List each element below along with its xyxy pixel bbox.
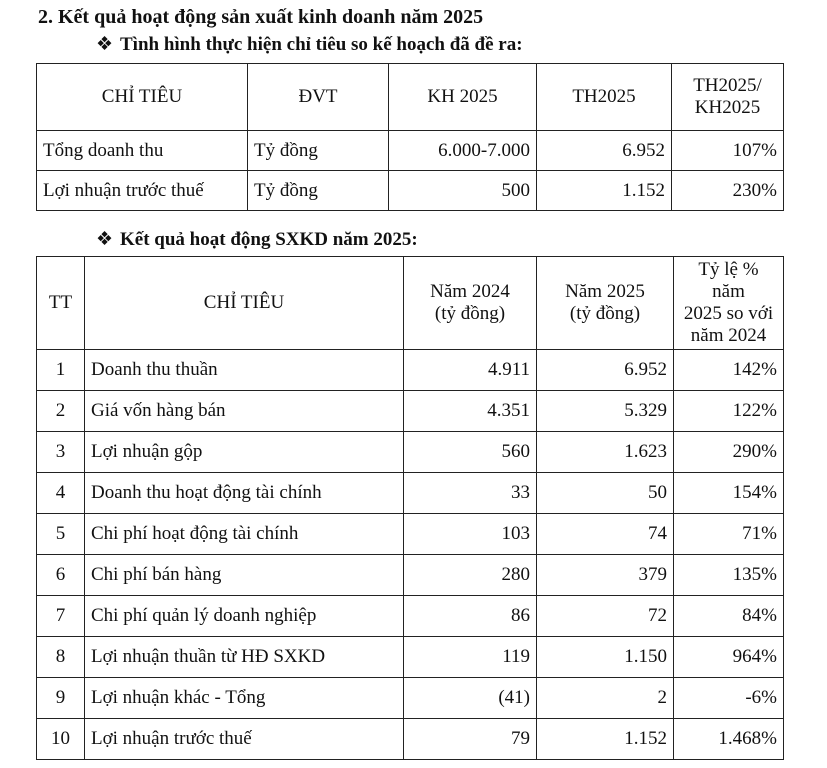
- cell-indicator: Chi phí quản lý doanh nghiệp: [85, 596, 404, 637]
- table-row: [37, 514, 784, 555]
- cell-indicator: Chi phí bán hàng: [85, 555, 404, 596]
- cell-2025: 74: [537, 514, 674, 555]
- cell-indicator: Tổng doanh thu: [37, 131, 248, 171]
- bullet-icon: ❖: [96, 229, 114, 250]
- cell-tt: 4: [37, 473, 85, 514]
- column-header-2024-line2: (tỷ đồng): [434, 303, 506, 324]
- cell-tt: 8: [37, 637, 85, 678]
- cell-tt: 9: [37, 678, 85, 719]
- cell-plan: 500: [389, 171, 537, 211]
- cell-2024: 4.351: [404, 391, 537, 432]
- cell-tt: 3: [37, 432, 85, 473]
- table-row: [37, 719, 784, 760]
- section-heading: 2. Kết quả hoạt động sản xuất kinh doanh năm 2025: [38, 6, 484, 28]
- column-header-unit: ĐVT: [248, 64, 389, 131]
- table-row: [37, 432, 784, 473]
- cell-indicator: Doanh thu hoạt động tài chính: [85, 473, 404, 514]
- cell-tt: 5: [37, 514, 85, 555]
- cell-2025: 1.152: [537, 719, 674, 760]
- table-row: [37, 637, 784, 678]
- cell-indicator: Doanh thu thuần: [85, 350, 404, 391]
- table-header-row: [37, 64, 784, 131]
- result-table-body: [37, 350, 784, 760]
- cell-indicator: Lợi nhuận thuần từ HĐ SXKD: [85, 637, 404, 678]
- cell-indicator: Lợi nhuận trước thuế: [37, 171, 248, 211]
- table-row: [37, 391, 784, 432]
- cell-percent: -6%: [674, 678, 784, 719]
- column-header-tt: TT: [37, 257, 85, 350]
- cell-indicator: Lợi nhuận gộp: [85, 432, 404, 473]
- cell-tt: 1: [37, 350, 85, 391]
- cell-tt: 10: [37, 719, 85, 760]
- column-header-actual: TH2025: [537, 64, 672, 131]
- cell-2025: 1.150: [537, 637, 674, 678]
- cell-actual: 6.952: [537, 131, 672, 171]
- plan-section-title: Tình hình thực hiện chỉ tiêu so kế hoạch đã đề ra:: [120, 34, 523, 55]
- column-header-2025: [537, 257, 674, 350]
- column-header-percent-line3: năm 2024: [690, 325, 767, 346]
- table-row: [37, 350, 784, 391]
- business-results-table: [36, 256, 784, 760]
- cell-indicator: Lợi nhuận khác - Tổng: [85, 678, 404, 719]
- cell-2024: 4.911: [404, 350, 537, 391]
- table-row: [37, 596, 784, 637]
- table-row: [37, 473, 784, 514]
- column-header-indicator: CHỈ TIÊU: [85, 257, 404, 350]
- cell-unit: Tỷ đồng: [248, 171, 389, 211]
- cell-actual: 1.152: [537, 171, 672, 211]
- cell-percent: 964%: [674, 637, 784, 678]
- cell-percent: 290%: [674, 432, 784, 473]
- cell-2025: 6.952: [537, 350, 674, 391]
- cell-2025: 50: [537, 473, 674, 514]
- cell-percent: 154%: [674, 473, 784, 514]
- column-header-2024: [404, 257, 537, 350]
- column-header-ratio: [672, 64, 784, 131]
- cell-percent: 135%: [674, 555, 784, 596]
- cell-indicator: Lợi nhuận trước thuế: [85, 719, 404, 760]
- cell-indicator: Chi phí hoạt động tài chính: [85, 514, 404, 555]
- cell-tt: 2: [37, 391, 85, 432]
- cell-tt: 7: [37, 596, 85, 637]
- cell-2025: 72: [537, 596, 674, 637]
- table-row: [37, 171, 784, 211]
- table-row: [37, 678, 784, 719]
- plan-vs-actual-table: [36, 63, 784, 211]
- result-section-title: Kết quả hoạt động SXKD năm 2025:: [120, 229, 418, 250]
- cell-2025: 379: [537, 555, 674, 596]
- cell-ratio: 230%: [672, 171, 784, 211]
- cell-percent: 84%: [674, 596, 784, 637]
- cell-2024: 86: [404, 596, 537, 637]
- cell-2024: (41): [404, 678, 537, 719]
- cell-percent: 122%: [674, 391, 784, 432]
- column-header-2025-line2: (tỷ đồng): [569, 303, 641, 324]
- cell-plan: 6.000-7.000: [389, 131, 537, 171]
- cell-unit: Tỷ đồng: [248, 131, 389, 171]
- cell-2024: 560: [404, 432, 537, 473]
- cell-2024: 33: [404, 473, 537, 514]
- table-row: [37, 555, 784, 596]
- cell-2025: 2: [537, 678, 674, 719]
- column-header-percent-line1: Tỷ lệ % năm: [698, 259, 759, 302]
- column-header-plan: KH 2025: [389, 64, 537, 131]
- column-header-ratio-line1: TH2025/: [693, 75, 762, 96]
- column-header-2024-line1: Năm 2024: [430, 281, 510, 302]
- cell-2024: 280: [404, 555, 537, 596]
- cell-percent: 1.468%: [674, 719, 784, 760]
- table-row: [37, 131, 784, 171]
- cell-percent: 71%: [674, 514, 784, 555]
- cell-indicator: Giá vốn hàng bán: [85, 391, 404, 432]
- column-header-percent: [674, 257, 784, 350]
- cell-tt: 6: [37, 555, 85, 596]
- column-header-2025-line1: Năm 2025: [565, 281, 645, 302]
- column-header-percent-line2: 2025 so với: [683, 303, 774, 324]
- cell-2025: 5.329: [537, 391, 674, 432]
- cell-percent: 142%: [674, 350, 784, 391]
- bullet-icon: ❖: [96, 34, 114, 55]
- cell-2025: 1.623: [537, 432, 674, 473]
- result-section-title-wrap: [96, 228, 418, 252]
- column-header-ratio-line2: KH2025: [694, 97, 761, 118]
- table-header-row: [37, 257, 784, 350]
- cell-ratio: 107%: [672, 131, 784, 171]
- cell-2024: 103: [404, 514, 537, 555]
- plan-section-title-wrap: [96, 33, 523, 57]
- column-header-indicator: CHỈ TIÊU: [37, 64, 248, 131]
- cell-2024: 119: [404, 637, 537, 678]
- cell-2024: 79: [404, 719, 537, 760]
